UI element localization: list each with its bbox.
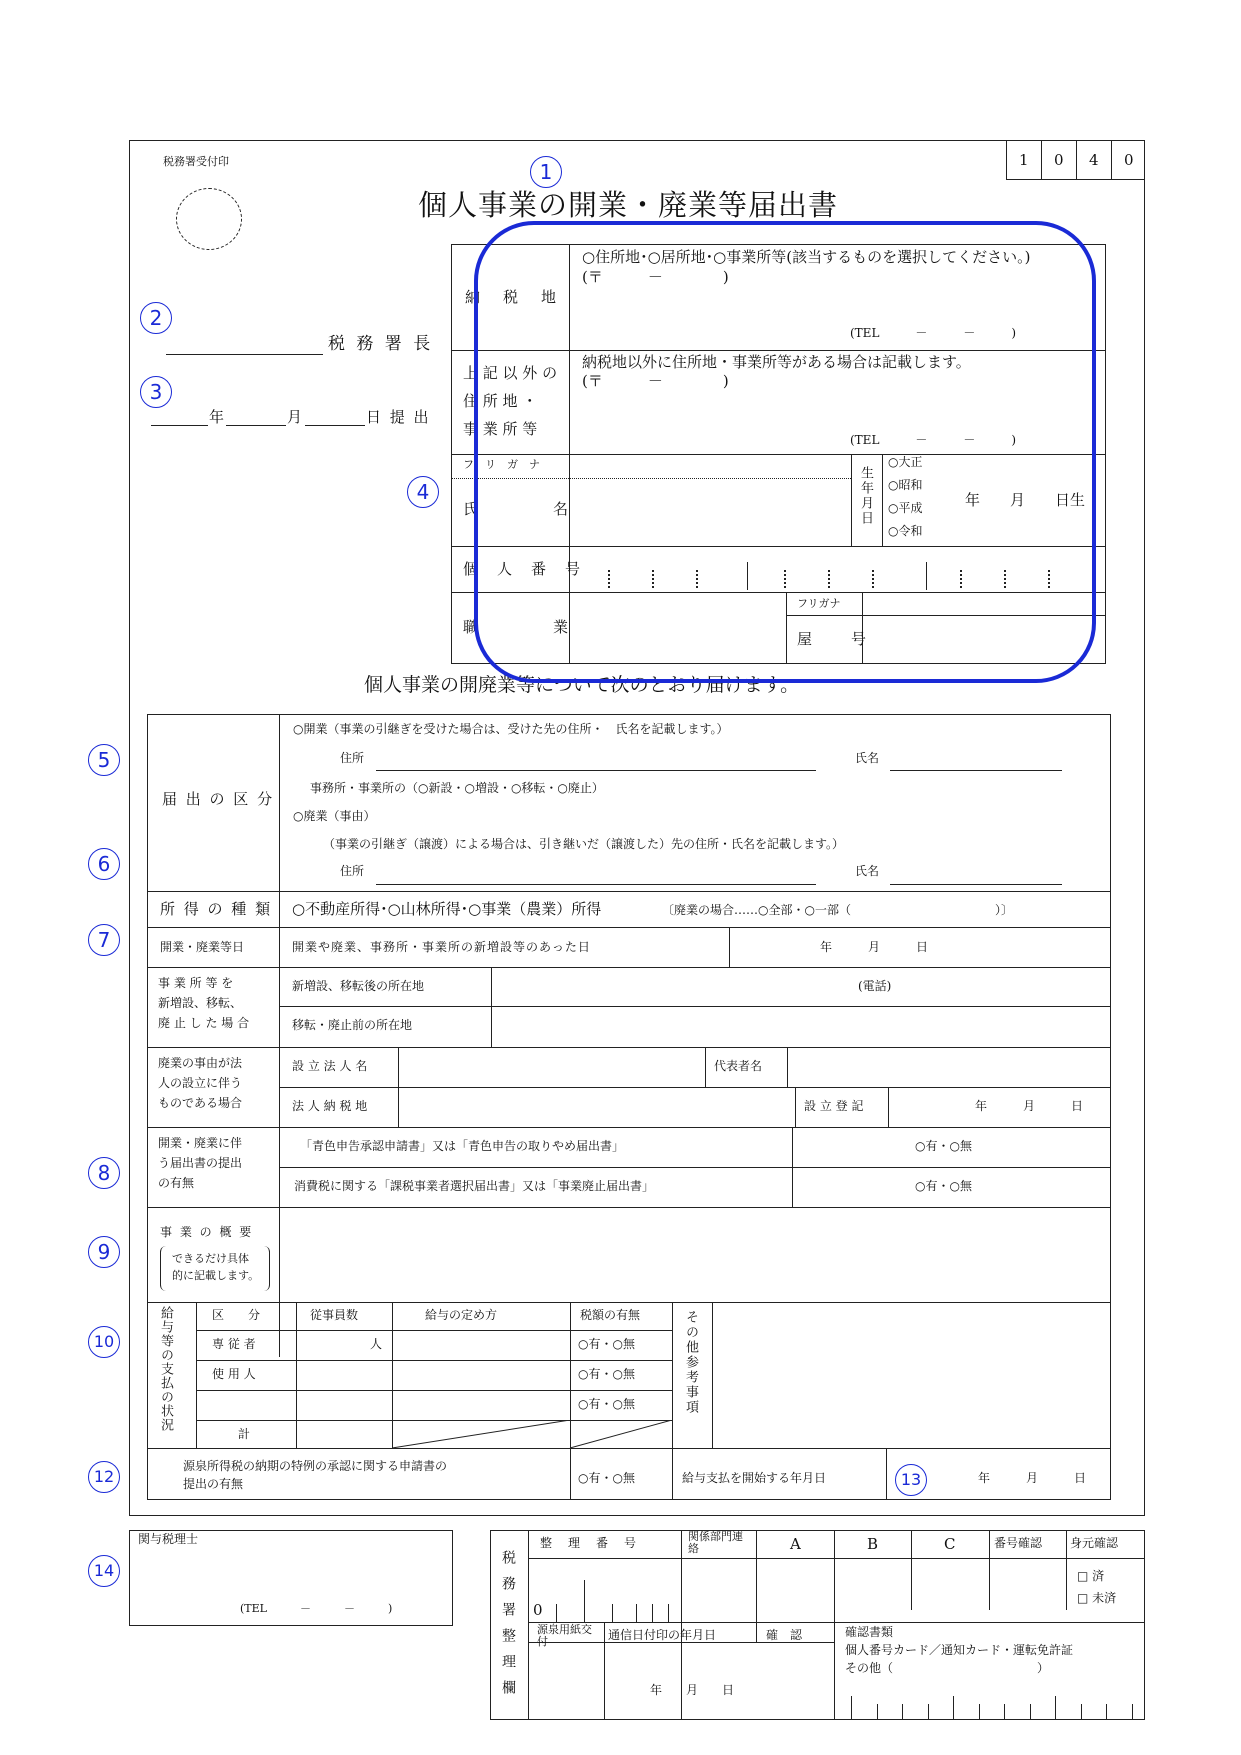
haigyo-note: （事業の引継ぎ（譲渡）による場合は、引き継いだ（譲渡した）先の住所・氏名を記載します。）	[323, 837, 845, 851]
era-taisho: ○大正	[888, 455, 923, 469]
id-done[interactable]: □ 済	[1077, 1569, 1105, 1583]
forms-label-1: 開業・廃業に伴	[158, 1136, 243, 1150]
month-label: 月	[287, 408, 303, 426]
marker-10: 10	[88, 1326, 120, 1358]
date-ymd: 年 月 日	[820, 940, 929, 954]
doc-tick	[1106, 1704, 1107, 1720]
corp-addr-label: 法 人 納 税 地	[292, 1099, 368, 1113]
other-address-label-3: 事 業 所 等	[463, 420, 538, 438]
pay-total-diagonals	[392, 1420, 672, 1448]
jimusho-option: 事務所・事業所の（○新設・○増設・○移転・○廃止）	[310, 781, 604, 795]
submit-day-label: 日 提 出	[366, 408, 431, 426]
doc-tick	[979, 1704, 980, 1720]
pay-start-label: 給与支払を開始する年月日	[682, 1471, 827, 1485]
tsushin-label: 通信日付印の年月日	[608, 1628, 717, 1642]
accountant-label: 関与税理士	[138, 1532, 199, 1546]
seiri-tick	[668, 1604, 669, 1622]
birth-ymd: 年 月 日生	[965, 491, 1086, 509]
era-showa: ○昭和	[888, 478, 923, 492]
marker-12: 12	[88, 1461, 120, 1493]
summary-label: 事 業 の 概 要	[160, 1225, 254, 1239]
name-label: 氏 名	[463, 500, 572, 518]
pay-label: 給与等の支払の状況	[158, 1306, 173, 1432]
marker-13: 13	[895, 1464, 927, 1496]
office-col-label: 税務署整理欄	[500, 1550, 516, 1706]
doc-tick	[928, 1704, 929, 1720]
pay-tax-yes-no-2[interactable]: ○有・○無	[578, 1367, 635, 1381]
marker-14: 14	[88, 1555, 120, 1587]
mynumber-label: 個 人 番 号	[463, 560, 583, 578]
doc-tick	[877, 1704, 878, 1720]
withhold-label-2: 提出の有無	[183, 1477, 244, 1491]
income-bracket: 〔廃業の場合……○全部・○一部（ ）〕	[662, 903, 1013, 917]
birth-label: 生年月日	[858, 466, 873, 526]
move-new-label: 新増設、移転後の所在地	[292, 979, 425, 993]
shop-furigana-label: フリガナ	[797, 597, 841, 610]
footer-ymd: 年 月 日	[650, 1683, 735, 1697]
pay-tax-yes-no-3[interactable]: ○有・○無	[578, 1397, 635, 1411]
year-label: 年	[209, 408, 225, 426]
haigyo-address-label: 住所	[340, 864, 365, 878]
other-postal-code: (〒 － )	[582, 372, 729, 390]
accountant-tel: (TEL － － )	[240, 1602, 393, 1615]
summary-note-2: 的に記載します。	[172, 1269, 260, 1282]
kankei-label: 関係部門連 絡	[688, 1530, 765, 1556]
form-blue-yes-no[interactable]: ○有・○無	[915, 1139, 972, 1153]
doc-tick	[1030, 1704, 1031, 1720]
marker-8: 8	[88, 1157, 120, 1189]
id-check-label: 身元確認	[1070, 1536, 1119, 1550]
other-address-label-2: 住 所 地 ・	[463, 392, 538, 410]
pay-header-tax: 税額の有無	[580, 1308, 641, 1322]
marker-2: 2	[140, 302, 172, 334]
doc-line-2: 個人番号カード／通知カード・運転免許証	[845, 1643, 1074, 1657]
shop-name-label: 屋 号	[797, 630, 870, 648]
code-digit: 0	[1054, 151, 1064, 169]
form-code-box	[1006, 140, 1145, 180]
rep-name-label: 代表者名	[714, 1059, 763, 1073]
summary-note-1: できるだけ具体	[172, 1252, 249, 1265]
pay-tax-yes-no-1[interactable]: ○有・○無	[578, 1337, 635, 1351]
withhold-yes-no[interactable]: ○有・○無	[578, 1471, 635, 1485]
marker-3: 3	[140, 376, 172, 408]
form-title: 個人事業の開業・廃業等届出書	[418, 188, 839, 222]
code-digit: 0	[1124, 151, 1134, 169]
seiri-zero: 0	[533, 1601, 543, 1619]
stamp-circle	[176, 188, 242, 250]
seiri-tick	[612, 1604, 613, 1622]
move-label-2: 新増設、移転、	[158, 996, 243, 1010]
marker-5: 5	[88, 744, 120, 776]
seiri-tick	[652, 1604, 653, 1622]
kubun-label: 届 出 の 区 分	[162, 790, 275, 808]
date-value: 開業や廃業、事務所・事業所の新増設等のあった日	[292, 940, 591, 954]
date-label: 開業・廃業等日	[160, 940, 245, 954]
seiri-tick	[584, 1580, 585, 1622]
haigyo-name-label: 氏名	[855, 864, 880, 878]
other-address-label-1: 上 記 以 外 の	[463, 364, 558, 382]
marker-1: 1	[530, 156, 562, 188]
doc-tick	[1081, 1704, 1082, 1720]
col-a: A	[790, 1535, 801, 1553]
move-label-3: 廃 止 し た 場 合	[158, 1016, 250, 1030]
address-tel: (TEL － － )	[850, 326, 1017, 340]
pay-row-senjusha: 専 従 者	[212, 1337, 256, 1351]
kaigyo-name-label: 氏名	[855, 751, 880, 765]
id-not-done[interactable]: □ 未済	[1077, 1591, 1117, 1605]
kakunin-label: 確 認	[766, 1628, 803, 1642]
marker-9: 9	[88, 1236, 120, 1268]
doc-line-1: 確認書類	[845, 1625, 894, 1639]
move-label-1: 事 業 所 等 を	[158, 976, 234, 990]
kaigyo-option: ○開業（事業の引継ぎを受けた場合は、受けた先の住所・ 氏名を記載します。）	[293, 722, 729, 736]
income-label: 所 得 の 種 類	[160, 900, 273, 918]
doc-tick	[1055, 1696, 1056, 1720]
seiri-tick	[636, 1604, 637, 1622]
doc-tick	[1132, 1704, 1133, 1720]
reg-ymd: 年 月 日	[975, 1099, 1084, 1113]
gensen-label: 源泉用紙交 付	[537, 1623, 614, 1648]
address-choice: ○住所地･○居所地･○事業所等(該当するものを選択してください。)	[582, 248, 1031, 266]
statement: 個人事業の開廃業等について次のとおり届けます。	[364, 674, 800, 696]
occupation-label: 職 業	[463, 618, 572, 636]
doc-tick	[851, 1696, 852, 1720]
pay-header-method: 給与の定め方	[425, 1308, 498, 1322]
doc-tick	[902, 1704, 903, 1720]
doc-line-3: その他（ ）	[845, 1661, 1050, 1675]
stamp-label: 税務署受付印	[163, 155, 229, 168]
phone-label: (電話)	[858, 979, 892, 993]
corp-label-3: ものである場合	[158, 1096, 243, 1110]
income-value: ○不動産所得･○山林所得･○事業（農業）所得	[292, 900, 602, 918]
address-label: 納 税 地	[465, 288, 561, 306]
doc-tick	[953, 1696, 954, 1720]
pay-start-ymd: 年 月 日	[978, 1471, 1087, 1485]
other-address-note: 納税地以外に住所地・事業所等がある場合は記載します。	[582, 353, 971, 371]
form-tax-yes-no[interactable]: ○有・○無	[915, 1179, 972, 1193]
tax-office-chief: 税 務 署 長	[328, 334, 434, 354]
corp-name-label: 設 立 法 人 名	[292, 1059, 368, 1073]
col-b: B	[867, 1535, 879, 1553]
corp-label-1: 廃業の事由が法	[158, 1056, 243, 1070]
marker-4: 4	[407, 476, 439, 508]
era-reiwa: ○令和	[888, 524, 923, 538]
forms-label-2: う届出書の提出	[158, 1156, 243, 1170]
withhold-label-1: 源泉所得税の納期の特例の承認に関する申請書の	[183, 1459, 448, 1473]
other-info-label: その他参考事項	[683, 1310, 698, 1415]
marker-6: 6	[88, 848, 120, 880]
pay-row-total: 計	[238, 1427, 251, 1441]
corp-label-2: 人の設立に伴う	[158, 1076, 243, 1090]
col-c: C	[944, 1535, 956, 1553]
pay-header-kubun: 区 分	[212, 1308, 261, 1322]
pay-row-person-unit: 人	[370, 1337, 383, 1351]
seiri-label: 整 理 番 号	[540, 1536, 639, 1550]
reg-label: 設 立 登 記	[804, 1099, 864, 1113]
code-digit: 4	[1089, 151, 1099, 169]
era-heisei: ○平成	[888, 501, 923, 515]
form-blue: 「青色申告承認申請書」又は「青色申告の取りやめ届出書」	[300, 1139, 625, 1153]
marker-7: 7	[88, 924, 120, 956]
code-digit: 1	[1019, 151, 1029, 169]
other-address-tel: (TEL － － )	[850, 433, 1017, 447]
pay-header-count: 従事員数	[310, 1308, 359, 1322]
num-check-label: 番号確認	[994, 1536, 1043, 1550]
highlight-annotation	[474, 221, 1096, 683]
pay-row-shiyonin: 使 用 人	[212, 1367, 256, 1381]
forms-label-3: の有無	[158, 1176, 195, 1190]
furigana-label: フ リ ガ ナ	[463, 458, 540, 471]
postal-code: (〒 － )	[582, 268, 729, 286]
haigyo-option: ○廃業（事由）	[293, 809, 376, 823]
seiri-tick	[556, 1604, 557, 1622]
form-tax: 消費税に関する「課税事業者選択届出書」又は「事業廃止届出書」	[294, 1179, 655, 1193]
doc-tick	[1004, 1704, 1005, 1720]
move-old-label: 移転・廃止前の所在地	[292, 1018, 413, 1032]
kaigyo-address-label: 住所	[340, 751, 365, 765]
